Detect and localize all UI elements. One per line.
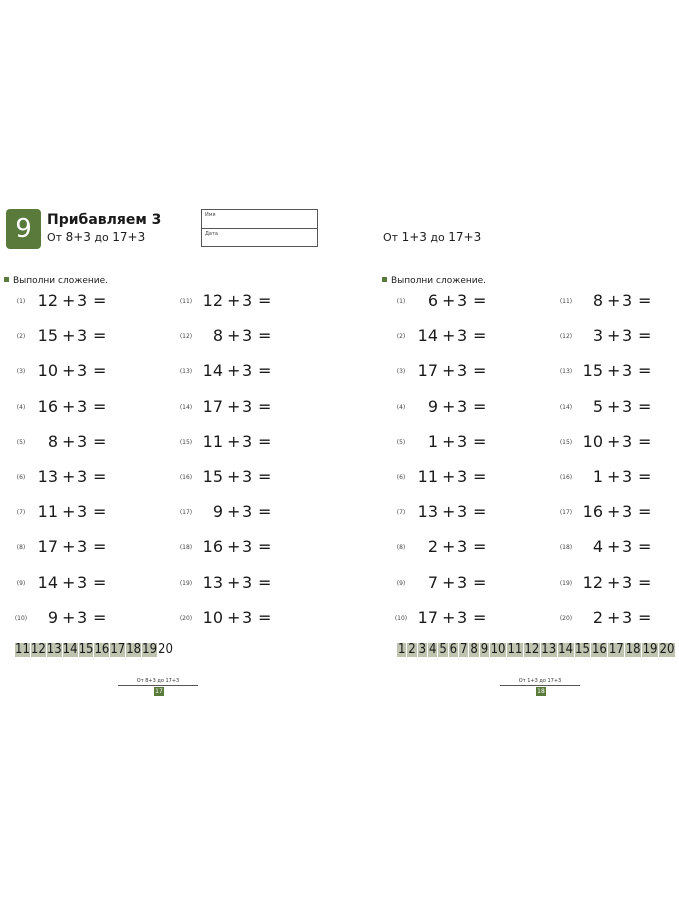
equals-sign: = <box>93 396 107 416</box>
problem-index: (20) <box>559 614 573 622</box>
problem-index: (9) <box>16 579 26 587</box>
addend-a: 3 <box>592 326 603 346</box>
problem-row <box>555 573 675 593</box>
equals-sign: = <box>258 467 272 486</box>
problem-row <box>390 326 550 346</box>
problem-row <box>175 467 335 487</box>
plus-sign: + <box>62 396 76 416</box>
addend-b: 3 <box>77 396 88 416</box>
addend-b: 3 <box>457 396 468 416</box>
plus-sign: + <box>62 537 76 557</box>
problem-row <box>10 326 170 346</box>
right-footer-text: От 1+3 до 17+3 <box>518 678 562 684</box>
equals-sign: = <box>473 431 487 451</box>
problem-index: (15) <box>179 438 193 446</box>
number-strip-cell: 13 <box>541 642 557 657</box>
plus-sign: + <box>227 326 241 346</box>
equals-sign: = <box>473 326 487 346</box>
problem-index: (11) <box>179 298 193 305</box>
addend-b: 3 <box>622 326 633 346</box>
right-instruction: Выполни сложение. <box>382 276 486 286</box>
problem-index: (10) <box>394 614 408 622</box>
name-field[interactable] <box>202 210 317 228</box>
addend-b: 3 <box>77 467 88 486</box>
equals-sign: = <box>93 326 107 346</box>
problem-row <box>10 397 170 417</box>
name-label: Имя <box>205 212 216 218</box>
addend-a: 5 <box>592 396 603 416</box>
addend-a: 16 <box>37 396 58 416</box>
problem-row <box>175 361 335 381</box>
problem-index: (10) <box>14 614 28 622</box>
number-strip-cell: 4 <box>428 642 437 657</box>
addend-b: 3 <box>77 607 88 627</box>
plus-sign: + <box>62 326 76 346</box>
problem-row <box>10 573 170 593</box>
addend-b: 3 <box>457 607 468 627</box>
problem-row <box>390 467 550 487</box>
number-strip-cell: 14 <box>62 642 78 657</box>
number-strip-cell: 15 <box>78 642 94 657</box>
problem-index: (5) <box>16 438 26 446</box>
plus-sign: + <box>607 326 621 346</box>
number-strip-cell: 8 <box>470 642 478 657</box>
addend-a: 2 <box>427 537 438 557</box>
equals-sign: = <box>93 361 107 381</box>
plus-sign: + <box>607 537 621 557</box>
plus-sign: + <box>227 361 241 381</box>
number-strip-cell: 19 <box>142 642 158 657</box>
equals-sign: = <box>473 607 487 627</box>
equals-sign: = <box>93 502 107 522</box>
number-strip-cell: 20 <box>659 642 675 657</box>
problem-index: (13) <box>179 368 193 376</box>
addend-a: 12 <box>202 291 223 310</box>
left-footer-line <box>118 685 198 686</box>
problem-row <box>555 397 675 417</box>
number-strip-cell: 17 <box>608 642 624 657</box>
addend-a: 15 <box>582 361 603 381</box>
number-strip-cell: 1 <box>397 642 406 657</box>
plus-sign: + <box>62 572 76 592</box>
addend-b: 3 <box>457 361 468 381</box>
problem-row <box>175 397 335 417</box>
number-strip-cell: 18 <box>126 642 142 657</box>
equals-sign: = <box>258 361 272 381</box>
right-page-number: 18 <box>537 688 545 695</box>
plus-sign: + <box>442 467 456 486</box>
addend-a: 8 <box>212 326 223 346</box>
problem-row <box>10 432 170 452</box>
plus-sign: + <box>442 431 456 451</box>
problem-row <box>390 291 550 311</box>
problem-index: (16) <box>179 474 193 481</box>
problem-row <box>390 537 550 557</box>
addend-b: 3 <box>77 326 88 346</box>
date-field[interactable] <box>202 228 317 246</box>
problem-row <box>390 397 550 417</box>
equals-sign: = <box>473 361 487 381</box>
addend-a: 16 <box>582 502 603 522</box>
equals-sign: = <box>93 572 107 592</box>
problem-index: (18) <box>559 544 573 552</box>
addend-a: 14 <box>202 361 223 381</box>
problem-row <box>175 573 335 593</box>
number-strip-cell: 6 <box>449 642 458 657</box>
addend-b: 3 <box>622 291 633 310</box>
addend-b: 3 <box>622 396 633 416</box>
problem-index: (15) <box>559 438 573 446</box>
problem-index: (7) <box>16 509 26 517</box>
equals-sign: = <box>93 607 107 627</box>
plus-sign: + <box>607 502 621 522</box>
plus-sign: + <box>442 607 456 627</box>
addend-a: 14 <box>417 326 438 346</box>
problem-index: (2) <box>396 333 406 341</box>
plus-sign: + <box>607 607 621 627</box>
problem-index: (14) <box>559 403 573 411</box>
problem-row <box>10 467 170 487</box>
number-strip-cell: 3 <box>418 642 427 657</box>
addend-a: 12 <box>37 291 58 310</box>
equals-sign: = <box>258 326 272 346</box>
problem-index: (5) <box>396 438 406 446</box>
equals-sign: = <box>638 291 652 310</box>
plus-sign: + <box>227 467 241 486</box>
number-strip-cell: 16 <box>94 642 110 657</box>
plus-sign: + <box>227 502 241 522</box>
addend-b: 3 <box>457 291 468 310</box>
number-strip-cell: 13 <box>46 642 62 657</box>
problem-row <box>175 326 335 346</box>
equals-sign: = <box>473 467 487 486</box>
date-label: Дата <box>205 231 218 237</box>
addend-a: 15 <box>202 467 223 486</box>
addend-b: 3 <box>77 291 88 310</box>
problem-index: (3) <box>396 368 406 376</box>
problem-row <box>175 502 335 522</box>
addend-b: 3 <box>242 326 253 346</box>
problem-row <box>555 467 675 487</box>
plus-sign: + <box>62 291 76 310</box>
plus-sign: + <box>442 326 456 346</box>
addend-b: 3 <box>622 607 633 627</box>
addend-a: 15 <box>37 326 58 346</box>
addend-a: 10 <box>582 431 603 451</box>
right-subtitle: От 1+3 до 17+3 <box>383 230 482 244</box>
addend-a: 12 <box>582 572 603 592</box>
equals-sign: = <box>473 396 487 416</box>
addend-a: 2 <box>592 607 603 627</box>
problem-index: (4) <box>396 403 406 411</box>
equals-sign: = <box>93 537 107 557</box>
number-strip-cell: 15 <box>575 642 590 657</box>
number-strip-cell: 2 <box>408 642 416 657</box>
problem-index: (20) <box>179 614 193 622</box>
number-strip-cell: 16 <box>591 642 607 657</box>
problem-index: (1) <box>16 298 26 305</box>
addend-a: 8 <box>47 431 58 451</box>
plus-sign: + <box>442 502 456 522</box>
addend-b: 3 <box>242 607 253 627</box>
number-strip-cell: 17 <box>110 642 126 657</box>
number-strip-cell: 19 <box>642 642 658 657</box>
equals-sign: = <box>638 431 652 451</box>
number-strip-cell: 11 <box>507 642 523 657</box>
equals-sign: = <box>473 502 487 522</box>
plus-sign: + <box>227 396 241 416</box>
plus-sign: + <box>607 431 621 451</box>
equals-sign: = <box>258 607 272 627</box>
plus-sign: + <box>442 361 456 381</box>
number-strip-cell: 10 <box>490 642 506 657</box>
plus-sign: + <box>62 431 76 451</box>
number-strip-cell: 7 <box>460 642 468 657</box>
problem-index: (14) <box>179 403 193 411</box>
number-strip-cell: 11 <box>15 642 30 657</box>
equals-sign: = <box>473 291 487 310</box>
problem-index: (11) <box>559 298 573 305</box>
plus-sign: + <box>227 572 241 592</box>
equals-sign: = <box>638 326 652 346</box>
number-strip-cell: 5 <box>439 642 447 657</box>
right-number-strip <box>397 643 676 657</box>
page-title: Прибавляем 3 <box>47 212 162 228</box>
problem-index: (4) <box>16 403 26 411</box>
problem-index: (6) <box>396 474 406 481</box>
addend-a: 9 <box>212 502 223 522</box>
equals-sign: = <box>258 572 272 592</box>
addend-a: 11 <box>202 431 223 451</box>
problem-row <box>390 608 550 628</box>
equals-sign: = <box>638 607 652 627</box>
addend-b: 3 <box>242 291 253 310</box>
plus-sign: + <box>607 572 621 592</box>
problem-row <box>175 291 335 311</box>
addend-b: 3 <box>242 467 253 486</box>
addend-a: 13 <box>417 502 438 522</box>
plus-sign: + <box>442 537 456 557</box>
problem-row <box>175 432 335 452</box>
number-strip-cell: 18 <box>625 642 641 657</box>
addend-b: 3 <box>77 431 88 451</box>
left-footer-text: От 8+3 до 17+3 <box>136 678 180 684</box>
problem-row <box>10 608 170 628</box>
problem-index: (17) <box>179 509 193 517</box>
problem-index: (6) <box>16 474 26 481</box>
addend-b: 3 <box>457 431 468 451</box>
addend-a: 1 <box>427 431 438 451</box>
addend-a: 6 <box>427 291 438 310</box>
addend-a: 8 <box>592 291 603 310</box>
addend-a: 14 <box>37 572 58 592</box>
number-strip-cell: 14 <box>558 642 574 657</box>
plus-sign: + <box>227 291 241 310</box>
addend-b: 3 <box>457 502 468 522</box>
name-date-box <box>201 209 318 247</box>
equals-sign: = <box>258 431 272 451</box>
plus-sign: + <box>227 607 241 627</box>
problem-index: (1) <box>396 298 406 305</box>
plus-sign: + <box>62 607 76 627</box>
equals-sign: = <box>93 291 107 310</box>
addend-a: 11 <box>37 502 58 522</box>
addend-b: 3 <box>457 537 468 557</box>
equals-sign: = <box>93 467 107 486</box>
addend-b: 3 <box>622 467 633 486</box>
addend-b: 3 <box>457 326 468 346</box>
problem-index: (19) <box>559 579 573 587</box>
problem-row <box>555 432 675 452</box>
problem-index: (16) <box>559 474 573 481</box>
equals-sign: = <box>93 431 107 451</box>
addend-a: 1 <box>592 467 603 486</box>
problem-index: (17) <box>559 509 573 517</box>
addend-a: 13 <box>202 572 223 592</box>
addend-b: 3 <box>457 572 468 592</box>
equals-sign: = <box>638 572 652 592</box>
problem-row <box>555 361 675 381</box>
addend-b: 3 <box>622 572 633 592</box>
problem-row <box>10 291 170 311</box>
problem-row <box>175 608 335 628</box>
plus-sign: + <box>442 572 456 592</box>
problem-index: (13) <box>559 368 573 376</box>
addend-a: 10 <box>37 361 58 381</box>
addend-b: 3 <box>622 502 633 522</box>
plus-sign: + <box>227 431 241 451</box>
addend-b: 3 <box>242 431 253 451</box>
plus-sign: + <box>62 467 76 486</box>
addend-a: 13 <box>37 467 58 486</box>
problem-row <box>390 361 550 381</box>
problem-row <box>555 326 675 346</box>
problem-row <box>175 537 335 557</box>
plus-sign: + <box>442 291 456 310</box>
problem-row <box>555 608 675 628</box>
plus-sign: + <box>442 396 456 416</box>
bullet-square-icon <box>4 277 9 282</box>
problem-index: (7) <box>396 509 406 517</box>
problem-index: (8) <box>16 544 26 552</box>
problem-index: (18) <box>179 544 193 552</box>
equals-sign: = <box>258 537 272 557</box>
equals-sign: = <box>258 291 272 310</box>
problem-row <box>390 502 550 522</box>
plus-sign: + <box>607 361 621 381</box>
left-instruction: Выполни сложение. <box>4 276 108 286</box>
equals-sign: = <box>638 502 652 522</box>
problem-index: (12) <box>559 333 573 341</box>
addend-b: 3 <box>622 361 633 381</box>
addend-a: 11 <box>417 467 438 486</box>
bullet-square-icon <box>382 277 387 282</box>
addend-b: 3 <box>242 396 253 416</box>
problem-row <box>10 361 170 381</box>
addend-b: 3 <box>77 572 88 592</box>
left-page-number: 17 <box>155 688 163 695</box>
addend-a: 7 <box>427 572 438 592</box>
lesson-number-badge: 9 <box>6 209 41 249</box>
number-strip-cell: 20 <box>158 642 173 657</box>
number-strip-cell: 12 <box>524 642 540 657</box>
addend-b: 3 <box>457 467 468 486</box>
problem-index: (3) <box>16 368 26 376</box>
addend-b: 3 <box>622 537 633 557</box>
problem-row <box>555 502 675 522</box>
addend-b: 3 <box>77 361 88 381</box>
plus-sign: + <box>227 537 241 557</box>
problem-index: (12) <box>179 333 193 341</box>
addend-a: 9 <box>47 607 58 627</box>
equals-sign: = <box>258 396 272 416</box>
problem-row <box>10 502 170 522</box>
plus-sign: + <box>607 291 621 310</box>
plus-sign: + <box>62 502 76 522</box>
equals-sign: = <box>473 537 487 557</box>
addend-a: 17 <box>37 537 58 557</box>
equals-sign: = <box>473 572 487 592</box>
equals-sign: = <box>638 361 652 381</box>
addend-b: 3 <box>242 502 253 522</box>
addend-b: 3 <box>77 537 88 557</box>
plus-sign: + <box>62 361 76 381</box>
addend-a: 17 <box>202 396 223 416</box>
addend-a: 10 <box>202 607 223 627</box>
problem-row <box>555 537 675 557</box>
addend-b: 3 <box>242 537 253 557</box>
addend-b: 3 <box>242 572 253 592</box>
addend-a: 4 <box>592 537 603 557</box>
equals-sign: = <box>258 502 272 522</box>
equals-sign: = <box>638 467 652 486</box>
problem-index: (9) <box>396 579 406 587</box>
equals-sign: = <box>638 396 652 416</box>
addend-b: 3 <box>77 502 88 522</box>
left-subtitle: От 8+3 до 17+3 <box>47 230 146 244</box>
problem-index: (8) <box>396 544 406 552</box>
equals-sign: = <box>638 537 652 557</box>
addend-a: 16 <box>202 537 223 557</box>
addend-a: 17 <box>417 607 438 627</box>
problem-row <box>555 291 675 311</box>
left-number-strip <box>15 642 173 657</box>
problem-row <box>390 573 550 593</box>
number-strip-cell: 9 <box>480 642 489 657</box>
right-footer-line <box>500 685 580 686</box>
problem-index: (19) <box>179 579 193 587</box>
problem-index: (2) <box>16 333 26 341</box>
addend-a: 9 <box>427 396 438 416</box>
addend-b: 3 <box>622 431 633 451</box>
problem-row <box>390 432 550 452</box>
addend-b: 3 <box>242 361 253 381</box>
plus-sign: + <box>607 467 621 486</box>
problem-row <box>10 537 170 557</box>
number-strip-cell: 12 <box>30 642 46 657</box>
addend-a: 17 <box>417 361 438 381</box>
plus-sign: + <box>607 396 621 416</box>
